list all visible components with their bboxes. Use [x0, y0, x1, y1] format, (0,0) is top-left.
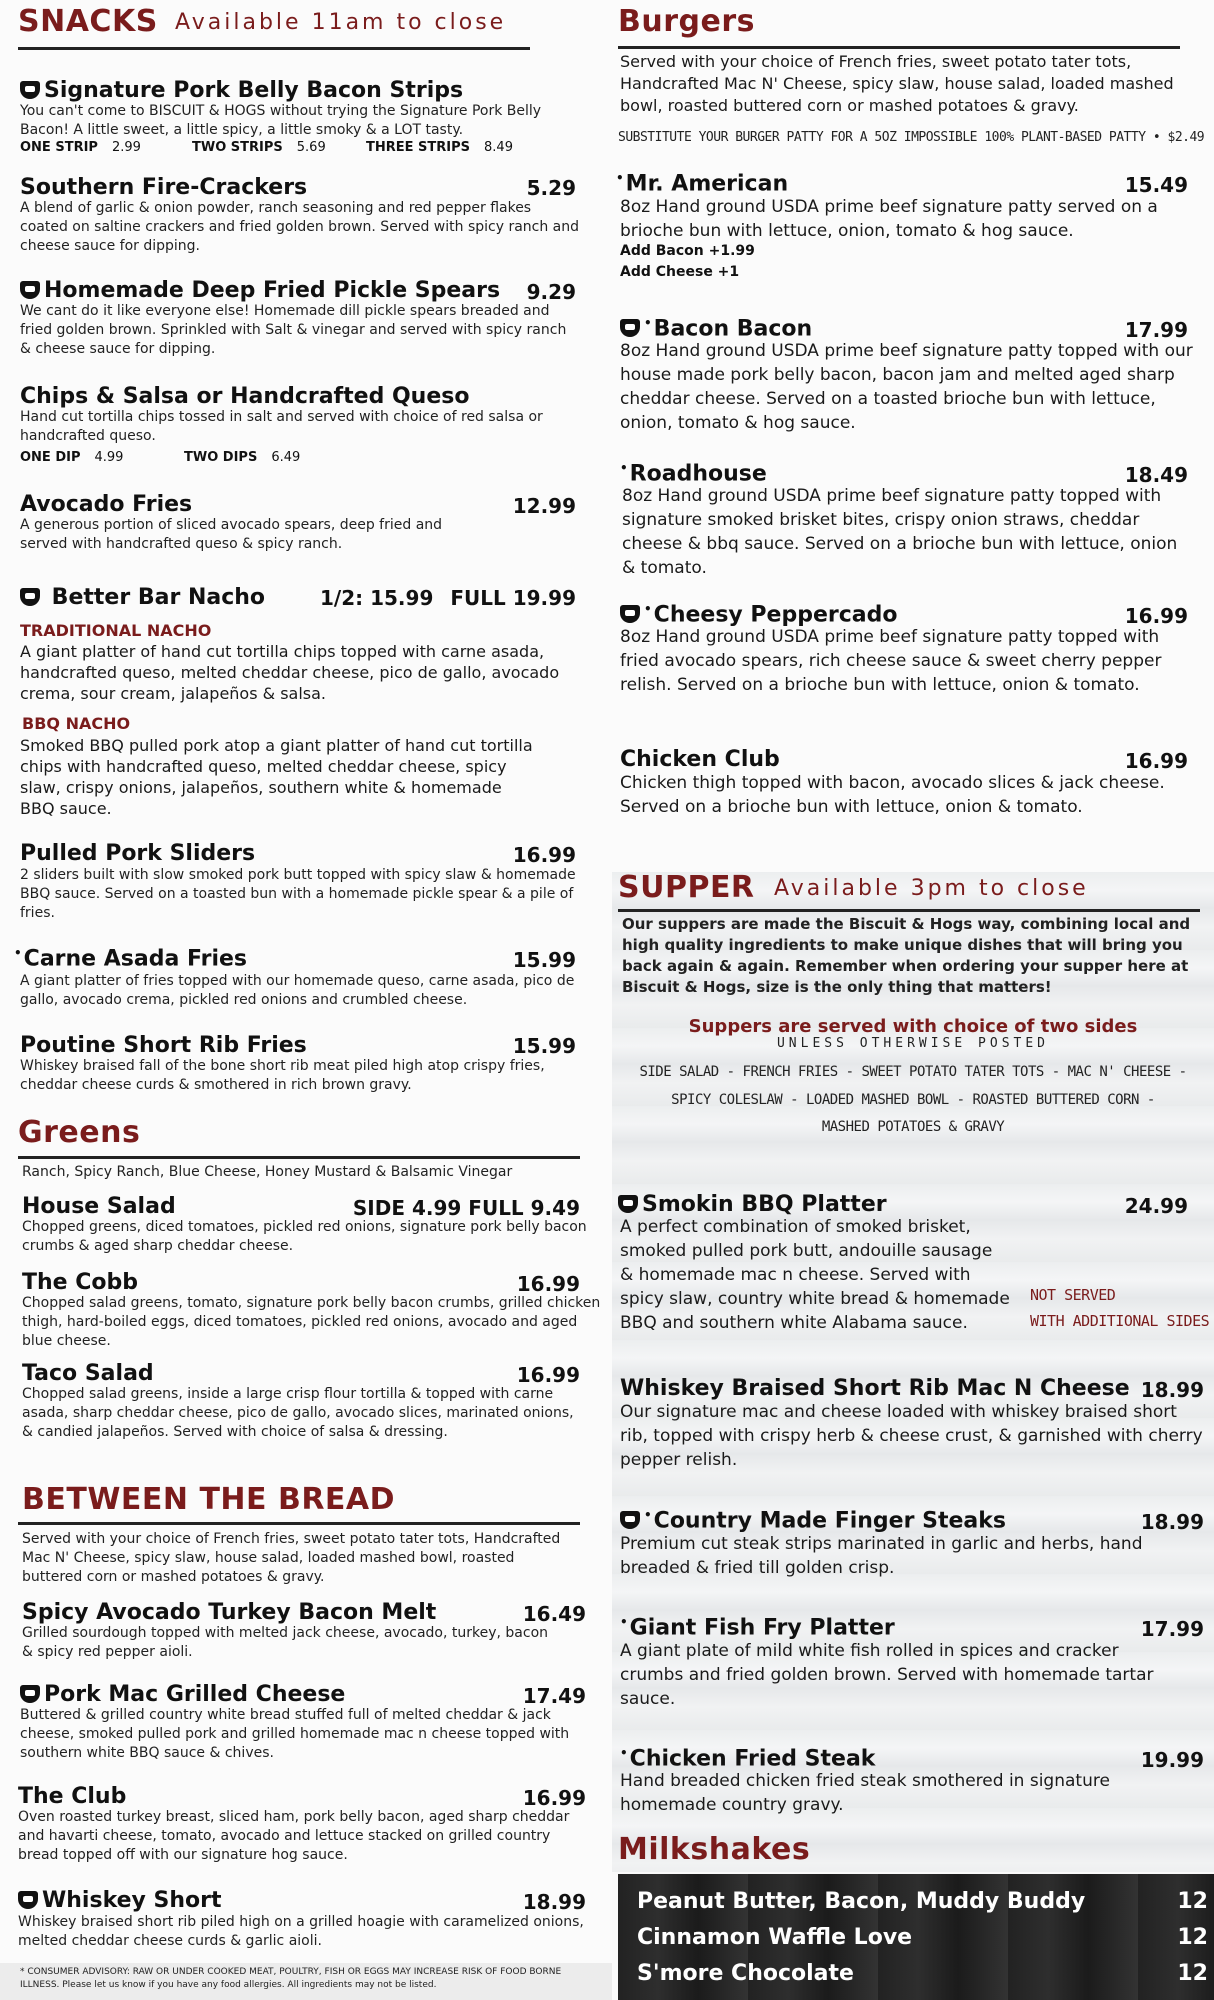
- menu-item-desc: 8oz Hand ground USDA prime beef signature patty served on a brioche bun with lettuce, onion, tomato & hog sauce.: [620, 197, 1158, 241]
- menu-item-price: 17.49: [522, 1684, 586, 1708]
- menu-item-desc: A blend of garlic & onion powder, ranch seasoning and red pepper flakes coated on saltine crackers and fried golden brown. Served with spicy ranch and cheese sauce for dipping.: [20, 200, 580, 254]
- supper-title: SUPPER: [618, 870, 755, 905]
- menu-item-desc: You can't come to BISCUIT & HOGS without trying the Signature Pork Belly Bacon! A little sweet, a little spicy, a little smoky & a LOT tasty.: [20, 103, 542, 138]
- menu-item-name: •Roadhouse: [620, 461, 767, 487]
- menu-item-price: 16.99: [516, 1272, 580, 1296]
- menu-item-desc: Buttered & grilled country white bread stuffed full of melted cheddar & jack cheese, smoked pulled pork and grilled homemade mac n cheese topped with southern white BBQ sauce & chives.: [20, 1707, 570, 1761]
- menu-item-name: •Chicken Fried Steak: [620, 1746, 876, 1772]
- burgers-intro: Served with your choice of French fries, sweet potato tater tots, Handcrafted Mac N' Cheese, spicy slaw, house salad, loaded mashed bowl, roasted buttered corn or mashed potatoes & gravy.: [620, 52, 1174, 115]
- menu-item-name: •Bacon Bacon: [620, 316, 812, 341]
- supper-intro: Our suppers are made the Biscuit & Hogs way, combining local and high quality ingredients to make unique dishes that will bring you back again & again. Remember when ordering your supper here at Biscuit & Hogs, size is the only thing that matters!: [622, 915, 1191, 996]
- hog-badge-icon: [618, 1195, 638, 1213]
- menu-item-name: •Country Made Finger Steaks: [620, 1508, 1006, 1533]
- bread-intro: Served with your choice of French fries, sweet potato tater tots, Handcrafted Mac N' Cheese, spicy slaw, house salad, loaded mashed bowl, roasted buttered corn or mashed potatoes & gravy.: [22, 1531, 561, 1585]
- menu-item-name: Homemade Deep Fried Pickle Spears: [20, 278, 500, 303]
- menu-item-name: Whiskey Braised Short Rib Mac N Cheese: [620, 1376, 1130, 1401]
- menu-item-price: SIDE 4.99 FULL 9.49: [352, 1196, 580, 1220]
- milkshakes-title: Milkshakes: [618, 1832, 811, 1867]
- menu-item-desc: Smoked BBQ pulled pork atop a giant platter of hand cut tortilla chips with handcrafted queso, melted cheddar cheese, spicy slaw, crispy onions, jalapeños, southern white & homemade BBQ sauce.: [20, 736, 533, 818]
- menu-item-desc: A giant platter of fries topped with our homemade queso, carne asada, pico de gallo, avocado crema, pickled red onions and crumbled cheese.: [20, 973, 575, 1008]
- menu-item-price: 16.99: [1124, 749, 1188, 773]
- menu-item-desc: Whiskey braised short rib piled high on a grilled hoagie with caramelized onions, melted cheddar cheese curds & garlic aioli.: [18, 1914, 584, 1949]
- menu-item-name: Taco Salad: [22, 1361, 154, 1386]
- menu-item-desc: Hand breaded chicken fried steak smothered in signature homemade country gravy.: [620, 1771, 1110, 1815]
- menu-item-name: House Salad: [22, 1194, 176, 1219]
- bullet-dot: •: [616, 171, 624, 185]
- menu-item-name: Avocado Fries: [20, 492, 193, 517]
- menu-item-price: 17.99: [1140, 1617, 1204, 1641]
- menu-item-desc: A giant platter of hand cut tortilla chips topped with carne asada, handcrafted queso, melted cheddar cheese, pico de gallo, avocado crema, sour cream, jalapeños & salsa.: [20, 642, 560, 703]
- sides-line: SIDE SALAD - FRENCH FRIES - SWEET POTATO TATER TOTS - MAC N' CHEESE -: [639, 1064, 1187, 1080]
- menu-item-option: ONE DIP 4.99: [20, 450, 124, 465]
- menu-item-desc: A perfect combination of smoked brisket, smoked pulled pork butt, andouille sausage & homemade mac n cheese. Served with spicy slaw, country white bread & homemade BBQ and southern white Alabama sauce.: [620, 1217, 1010, 1333]
- menu-item-price: 16.99: [512, 843, 576, 867]
- menu-item-name: •Carne Asada Fries: [14, 946, 248, 972]
- menu-item-name: Signature Pork Belly Bacon Strips: [20, 78, 463, 103]
- milkshake-name: Cinnamon Waffle Love: [637, 1925, 913, 1950]
- menu-item-name: Poutine Short Rib Fries: [20, 1033, 307, 1058]
- menu-item-price: 12.99: [512, 494, 576, 518]
- nacho-bbq-label: BBQ NACHO: [22, 714, 131, 733]
- menu-item-price: 5.29: [526, 176, 576, 200]
- menu-item-desc: Chopped salad greens, tomato, signature pork belly bacon crumbs, grilled chicken thigh, hard-boiled eggs, diced tomatoes, pickled red onions, avocado and aged blue cheese.: [22, 1295, 601, 1349]
- sides-unless: UNLESS OTHERWISE POSTED: [776, 1036, 1049, 1051]
- menu-item-desc: Grilled sourdough topped with melted jack cheese, avocado, turkey, bacon & spicy red pepper aioli.: [22, 1625, 549, 1660]
- snacks-title: SNACKS: [18, 4, 158, 39]
- menu-item-option: TWO STRIPS 5.69: [192, 140, 326, 155]
- menu-item-name: Spicy Avocado Turkey Bacon Melt: [22, 1600, 437, 1625]
- greens-title: Greens: [18, 1115, 141, 1150]
- greens-dressings: Ranch, Spicy Ranch, Blue Cheese, Honey Mustard & Balsamic Vinegar: [22, 1164, 513, 1180]
- burgers-rule: [618, 46, 1180, 49]
- menu-item-option: ONE STRIP 2.99: [20, 140, 141, 155]
- menu-item-price: 24.99: [1124, 1194, 1188, 1218]
- burgers-substitute: SUBSTITUTE YOUR BURGER PATTY FOR A 5OZ IMPOSSIBLE 100% PLANT-BASED PATTY • $2.49: [618, 130, 1205, 145]
- nacho-traditional-label: TRADITIONAL NACHO: [20, 621, 212, 640]
- hog-badge-icon: [20, 1685, 40, 1703]
- sides-line: SPICY COLESLAW - LOADED MASHED BOWL - ROASTED BUTTERED CORN -: [671, 1092, 1155, 1108]
- snacks-subtitle: Available 11am to close: [175, 10, 507, 35]
- menu-item-name: The Club: [18, 1784, 127, 1809]
- menu-item-name: Smokin BBQ Platter: [618, 1192, 887, 1217]
- menu-item-name: •Mr. American: [616, 171, 789, 197]
- menu-item-name: Pulled Pork Sliders: [20, 841, 256, 866]
- consumer-advisory: * CONSUMER ADVISORY: RAW OR UNDER COOKED MEAT, POULTRY, FISH OR EGGS MAY INCREASE RISK OF FOOD BORNE ILLNESS. Please let us know if you have any food allergies. All ingredients may not be listed.: [20, 1967, 562, 1990]
- menu-item-price: 16.49: [522, 1602, 586, 1626]
- menu-item-price-full: FULL 19.99: [450, 586, 576, 610]
- hog-badge-icon: [20, 281, 40, 299]
- menu-item-price-half: 1/2: 15.99: [320, 586, 434, 610]
- bullet-dot: •: [644, 1508, 652, 1522]
- milkshake-price: 12: [1177, 1961, 1208, 1986]
- menu-item-desc: Chopped salad greens, inside a large crisp flour tortilla & topped with carne asada, sharp cheddar cheese, pico de gallo, avocado slices, marinated onions, & candied jalapeños. Served with choice of salsa & dressing.: [22, 1386, 574, 1440]
- menu-item-desc: 2 sliders built with slow smoked pork butt topped with spicy slaw & homemade BBQ sauce. Served on a toasted bun with a homemade pickle spear & a pile of fries.: [20, 867, 576, 921]
- menu-item-price: 18.99: [522, 1890, 586, 1914]
- milkshake-price: 12: [1177, 1889, 1208, 1914]
- add-cheese: Add Cheese +1: [620, 264, 740, 280]
- menu-item-price: 18.49: [1124, 463, 1188, 487]
- milkshake-name: Peanut Butter, Bacon, Muddy Buddy: [637, 1889, 1086, 1914]
- supper-rule: [618, 909, 1200, 912]
- right-column: [612, 0, 1214, 2000]
- hog-badge-icon: [20, 588, 40, 606]
- menu-item-price: 16.99: [522, 1786, 586, 1810]
- milkshake-price: 12: [1177, 1925, 1208, 1950]
- hog-badge-icon: [20, 81, 40, 99]
- menu-item-desc: Chopped greens, diced tomatoes, pickled red onions, signature pork belly bacon crumbs & aged sharp cheddar cheese.: [22, 1219, 587, 1254]
- menu-item-price: 15.49: [1124, 173, 1188, 197]
- menu-item-desc: Our signature mac and cheese loaded with whiskey braised short rib, topped with crispy herb & cheese crust, & garnished with cherry pepper relish.: [620, 1402, 1203, 1470]
- menu-item-desc: A giant plate of mild white fish rolled in spices and cracker crumbs and fried golden brown. Served with homemade tartar sauce.: [620, 1641, 1154, 1709]
- burgers-title: Burgers: [618, 4, 755, 39]
- menu-item-desc: We cant do it like everyone else! Homemade dill pickle spears breaded and fried golden brown. Sprinkled with Salt & vinegar and served with spicy ranch & cheese sauce for dipping.: [20, 303, 567, 357]
- bullet-dot: •: [620, 461, 628, 475]
- bullet-dot: •: [620, 1615, 628, 1629]
- milkshake-name: S'more Chocolate: [637, 1961, 854, 1986]
- menu-item-name: Whiskey Short: [18, 1888, 222, 1913]
- menu-item-price: 16.99: [516, 1363, 580, 1387]
- platter-note: NOT SERVED: [1030, 1286, 1116, 1304]
- hog-badge-icon: [620, 319, 640, 337]
- menu-item-name: Pork Mac Grilled Cheese: [20, 1682, 345, 1707]
- menu-item-desc: A generous portion of sliced avocado spears, deep fried and served with handcrafted queso & spicy ranch.: [20, 517, 443, 552]
- bread-title: BETWEEN THE BREAD: [22, 1482, 396, 1517]
- menu-item-desc: 8oz Hand ground USDA prime beef signature patty topped with signature smoked brisket bites, crispy onion straws, cheddar cheese & bbq sauce. Served on a brioche bun with lettuce, onion & tomato.: [622, 486, 1178, 578]
- menu-item-price: 18.99: [1140, 1378, 1204, 1402]
- menu-item-price: 17.99: [1124, 318, 1188, 342]
- hog-badge-icon: [18, 1891, 38, 1909]
- sides-line: MASHED POTATOES & GRAVY: [821, 1119, 1005, 1135]
- sides-title: Suppers are served with choice of two sides: [688, 1016, 1138, 1037]
- menu-item-price: 18.99: [1140, 1510, 1204, 1534]
- bullet-dot: •: [14, 946, 22, 960]
- menu-item-name: Southern Fire-Crackers: [20, 175, 308, 200]
- menu-item-desc: Oven roasted turkey breast, sliced ham, pork belly bacon, aged sharp cheddar and havarti cheese, tomato, avocado and lettuce stacked on grilled country bread topped off with our signature hog sauce.: [18, 1809, 570, 1863]
- menu-item-name: •Giant Fish Fry Platter: [620, 1615, 895, 1641]
- add-bacon: Add Bacon +1.99: [620, 243, 755, 259]
- menu-item-desc: Chicken thigh topped with bacon, avocado slices & jack cheese. Served on a brioche bun with lettuce, onion & tomato.: [620, 773, 1165, 817]
- bullet-dot: •: [644, 602, 652, 616]
- menu-item-desc: 8oz Hand ground USDA prime beef signature patty topped with fried avocado spears, rich cheese sauce & sweet cherry pepper relish. Served on a brioche bun with lettuce, onion & tomato.: [620, 627, 1162, 695]
- menu-item-name: The Cobb: [22, 1270, 139, 1295]
- hog-badge-icon: [620, 605, 640, 623]
- menu-item-desc: Premium cut steak strips marinated in garlic and herbs, hand breaded & fried till golden crisp.: [620, 1534, 1143, 1578]
- hog-badge-icon: [620, 1511, 640, 1529]
- greens-rule: [18, 1156, 580, 1159]
- platter-note: WITH ADDITIONAL SIDES: [1030, 1312, 1210, 1330]
- menu-item-name: •Cheesy Peppercado: [620, 602, 897, 627]
- supper-subtitle: Available 3pm to close: [774, 876, 1089, 901]
- menu-item-desc: 8oz Hand ground USDA prime beef signature patty topped with our house made pork belly bacon, bacon jam and melted aged sharp cheddar cheese. Served on a toasted brioche bun with lettuce, onion, tomato & hog sauce.: [620, 341, 1193, 433]
- menu-item-name: Chips & Salsa or Handcrafted Queso: [20, 384, 470, 409]
- snacks-rule: [18, 47, 530, 50]
- menu-item-name: Chicken Club: [620, 747, 780, 772]
- menu-item-price: 15.99: [512, 948, 576, 972]
- menu-item-price: 15.99: [512, 1034, 576, 1058]
- bread-rule: [18, 1522, 580, 1525]
- bullet-dot: •: [620, 1746, 628, 1760]
- menu-item-price: 9.29: [526, 280, 576, 304]
- menu-item-desc: Whiskey braised fall of the bone short rib meat piled high atop crispy fries, cheddar cheese curds & smothered in rich brown gravy.: [20, 1058, 545, 1093]
- menu-item-name: Better Bar Nacho: [20, 585, 265, 610]
- menu-item-option: THREE STRIPS 8.49: [366, 140, 513, 155]
- menu-item-price: 19.99: [1140, 1748, 1204, 1772]
- menu-item-desc: Hand cut tortilla chips tossed in salt and served with choice of red salsa or handcrafted queso.: [20, 409, 543, 444]
- menu-item-option: TWO DIPS 6.49: [184, 450, 301, 465]
- menu-item-price: 16.99: [1124, 604, 1188, 628]
- bullet-dot: •: [644, 316, 652, 330]
